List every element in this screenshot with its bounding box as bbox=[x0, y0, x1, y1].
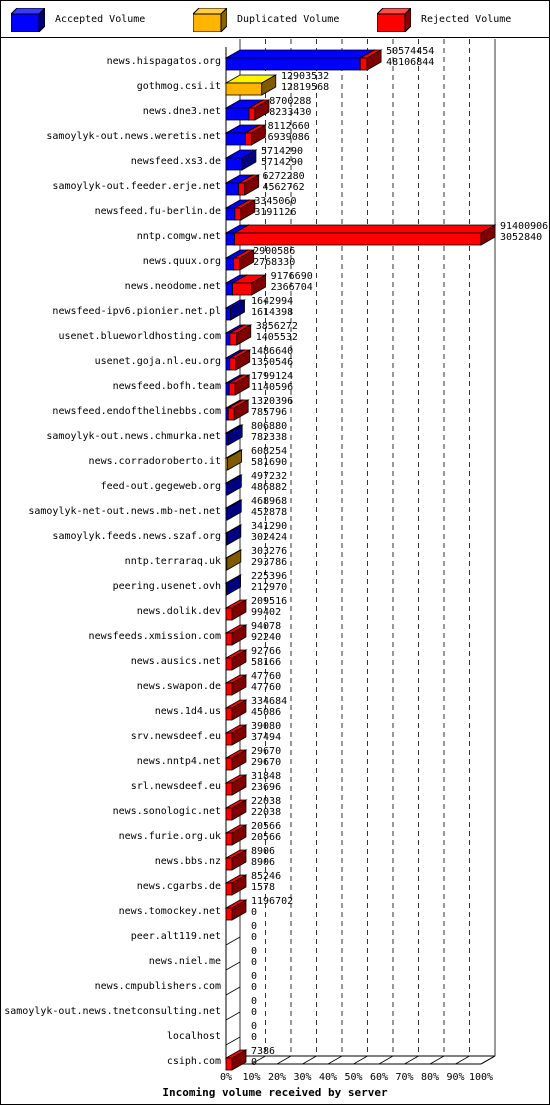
server-label: samoylyk.feeds.news.szaf.org bbox=[52, 531, 221, 542]
x-tick-mark bbox=[303, 1056, 317, 1064]
accepted-value-label: 0 bbox=[251, 957, 258, 968]
accepted-value-label: 12819568 bbox=[280, 82, 330, 93]
server-label: news.furie.org.uk bbox=[118, 831, 221, 842]
x-tick-mark bbox=[354, 1056, 368, 1064]
accepted-bar-top bbox=[226, 50, 374, 58]
rejected-bar bbox=[245, 133, 251, 145]
rejected-bar bbox=[239, 183, 245, 195]
offered-value-label: 0 bbox=[251, 971, 258, 982]
offered-value-label: 225396 bbox=[251, 571, 288, 582]
offered-value-label: 3345060 bbox=[254, 196, 297, 207]
x-tick-mark bbox=[430, 1056, 444, 1064]
server-label: srl.newsdeef.eu bbox=[130, 781, 221, 792]
empty-bar bbox=[226, 1037, 240, 1045]
accepted-bar-side bbox=[227, 575, 241, 595]
server-label: newsfeeds.xmission.com bbox=[88, 631, 221, 642]
offered-value-label: 50574454 bbox=[386, 46, 435, 57]
accepted-value-label: 8906 bbox=[251, 857, 276, 868]
chart-title: Incoming volume received by server bbox=[162, 1086, 388, 1099]
accepted-bar-side bbox=[227, 525, 241, 545]
accepted-value-label: 23696 bbox=[251, 782, 282, 793]
accepted-bar bbox=[226, 383, 229, 395]
server-label: newsfeed.fu-berlin.de bbox=[94, 206, 221, 217]
accepted-bar bbox=[226, 258, 234, 270]
accepted-value-label: 47760 bbox=[251, 682, 282, 693]
accepted-bar bbox=[226, 283, 233, 295]
offered-value-label: 12903532 bbox=[280, 71, 330, 82]
offered-value-label: 39080 bbox=[251, 721, 282, 732]
rejected-bar bbox=[235, 208, 241, 220]
x-tick-label: 20% bbox=[267, 1072, 287, 1083]
offered-value-label: 1486640 bbox=[251, 346, 294, 357]
server-label: news.neodome.net bbox=[124, 281, 221, 292]
accepted-value-label: 0 bbox=[251, 1057, 258, 1068]
rejected-bar bbox=[226, 608, 232, 620]
offered-value-label: 8112660 bbox=[267, 121, 310, 132]
server-label: news.hispagatos.org bbox=[106, 56, 221, 67]
x-tick-label: 90% bbox=[446, 1072, 465, 1083]
accepted-bar bbox=[226, 333, 230, 345]
accepted-value-label: 0 bbox=[251, 907, 258, 918]
accepted-bar bbox=[226, 233, 235, 245]
accepted-value-label: 1350546 bbox=[251, 357, 294, 368]
offered-value-label: 1642994 bbox=[251, 296, 294, 307]
offered-value-label: 9176690 bbox=[270, 271, 313, 282]
bar-chart bbox=[1, 1, 549, 1085]
accepted-value-label: 0 bbox=[251, 932, 258, 943]
duplicated-bar bbox=[226, 83, 262, 95]
offered-value-label: 1196702 bbox=[251, 896, 294, 907]
rejected-bar bbox=[226, 708, 232, 720]
accepted-value-label: 785796 bbox=[251, 407, 288, 418]
accepted-value-label: 3191126 bbox=[254, 207, 297, 218]
accepted-value-label: 58166 bbox=[251, 657, 282, 668]
accepted-value-label: 0 bbox=[251, 982, 258, 993]
offered-value-label: 0 bbox=[251, 996, 258, 1007]
server-label: news.cmpublishers.com bbox=[94, 981, 221, 992]
accepted-value-label: 5714290 bbox=[260, 157, 304, 168]
server-label: samoylyk-out.news.chmurka.net bbox=[46, 431, 221, 442]
rejected-bar-top bbox=[235, 225, 495, 233]
offered-value-label: 47760 bbox=[251, 671, 282, 682]
server-label: samoylyk-out.feeder.erje.net bbox=[52, 181, 221, 192]
offered-value-label: 8906 bbox=[251, 846, 276, 857]
x-tick-mark bbox=[481, 1056, 495, 1064]
offered-value-label: 0 bbox=[251, 1021, 258, 1032]
server-label: gothmog.csi.it bbox=[136, 81, 221, 92]
x-tick-label: 70% bbox=[395, 1072, 414, 1083]
server-label: usenet.goja.nl.eu.org bbox=[94, 356, 221, 367]
accepted-value-label: 3052840 bbox=[500, 232, 543, 243]
rejected-bar bbox=[360, 58, 367, 70]
offered-value-label: 29670 bbox=[251, 746, 282, 757]
server-label: newsfeed.xs3.de bbox=[130, 156, 221, 167]
legend-label-rejected: Rejected Volume bbox=[421, 14, 512, 25]
legend-label-duplicated: Duplicated Volume bbox=[237, 14, 340, 25]
x-tick-mark bbox=[379, 1056, 393, 1064]
x-tick-label: 80% bbox=[420, 1072, 440, 1083]
offered-value-label: 5714290 bbox=[260, 146, 304, 157]
offered-value-label: 497232 bbox=[251, 471, 288, 482]
rejected-bar bbox=[226, 833, 232, 845]
offered-value-label: 20566 bbox=[251, 821, 282, 832]
accepted-bar bbox=[226, 308, 231, 320]
server-label: localhost bbox=[166, 1031, 221, 1042]
server-label: news.bbs.nz bbox=[154, 856, 221, 867]
duplicated-bar-side bbox=[227, 550, 241, 570]
accepted-value-label: 302424 bbox=[251, 532, 288, 543]
offered-value-label: 1320396 bbox=[251, 396, 294, 407]
server-label: news.1d4.us bbox=[154, 706, 221, 717]
rejected-bar bbox=[228, 408, 234, 420]
accepted-bar bbox=[226, 133, 245, 145]
server-label: news.ausics.net bbox=[130, 656, 221, 667]
rejected-bar bbox=[226, 658, 232, 670]
accepted-value-label: 48106844 bbox=[386, 57, 435, 68]
server-label: srv.newsdeef.eu bbox=[130, 731, 221, 742]
empty-bar bbox=[226, 962, 240, 970]
rejected-bar bbox=[226, 858, 232, 870]
accepted-value-label: 0 bbox=[251, 1032, 258, 1043]
offered-value-label: 85246 bbox=[251, 871, 282, 882]
accepted-value-label: 1140596 bbox=[251, 382, 294, 393]
x-tick-mark bbox=[277, 1056, 291, 1064]
offered-value-label: 94078 bbox=[251, 621, 282, 632]
x-tick-mark bbox=[328, 1056, 342, 1064]
rejected-bar bbox=[229, 383, 235, 395]
server-label: peer.alt119.net bbox=[130, 931, 221, 942]
server-label: nntp.comgw.net bbox=[136, 231, 221, 242]
server-label: news.sonologic.net bbox=[112, 806, 221, 817]
legend-label-accepted: Accepted Volume bbox=[55, 14, 146, 25]
offered-value-label: 0 bbox=[251, 946, 258, 957]
accepted-value-label: 486882 bbox=[251, 482, 288, 493]
offered-value-label: 303276 bbox=[251, 546, 288, 557]
rejected-bar bbox=[234, 258, 240, 270]
offered-value-label: 1799124 bbox=[251, 371, 294, 382]
accepted-value-label: 581690 bbox=[251, 457, 288, 468]
rejected-bar bbox=[226, 733, 232, 745]
offered-value-label: 806880 bbox=[251, 421, 288, 432]
server-label: news.dolik.dev bbox=[136, 606, 221, 617]
accepted-value-label: 20566 bbox=[251, 832, 282, 843]
offered-value-label: 22038 bbox=[251, 796, 282, 807]
server-label: samoylyk-out.news.tnetconsulting.net bbox=[4, 1006, 221, 1017]
accepted-value-label: 1578 bbox=[251, 882, 276, 893]
empty-bar bbox=[226, 987, 240, 995]
rejected-bar bbox=[226, 883, 232, 895]
accepted-bar bbox=[226, 108, 249, 120]
accepted-value-label: 0 bbox=[251, 1007, 258, 1018]
accepted-value-label: 37494 bbox=[251, 732, 282, 743]
rejected-bar bbox=[226, 683, 232, 695]
accepted-bar bbox=[226, 158, 242, 170]
server-label: news.nntp4.net bbox=[136, 756, 221, 767]
server-label: csiph.com bbox=[166, 1056, 221, 1067]
server-label: samoylyk-out.news.weretis.net bbox=[46, 131, 221, 142]
server-label: news.cgarbs.de bbox=[136, 881, 221, 892]
accepted-value-label: 293786 bbox=[251, 557, 288, 568]
offered-value-label: 7386 bbox=[251, 1046, 276, 1057]
accepted-value-label: 45086 bbox=[251, 707, 282, 718]
accepted-bar bbox=[226, 58, 360, 70]
rejected-bar bbox=[226, 783, 232, 795]
offered-value-label: 8700288 bbox=[269, 96, 312, 107]
server-label: news.swapon.de bbox=[136, 681, 221, 692]
x-tick-label: 50% bbox=[344, 1072, 363, 1083]
accepted-value-label: 2366704 bbox=[270, 282, 313, 293]
accepted-value-label: 6939086 bbox=[267, 132, 310, 143]
rejected-bar bbox=[230, 358, 236, 370]
x-tick-mark bbox=[456, 1056, 470, 1064]
accepted-value-label: 4562762 bbox=[262, 182, 305, 193]
offered-value-label: 209516 bbox=[251, 596, 288, 607]
server-label: newsfeed-ipv6.pionier.net.pl bbox=[52, 306, 221, 317]
accepted-value-label: 452878 bbox=[251, 507, 288, 518]
rejected-bar bbox=[226, 808, 232, 820]
server-label: samoylyk-net-out.news.mb-net.net bbox=[28, 506, 221, 517]
offered-value-label: 2900586 bbox=[253, 246, 296, 257]
offered-value-label: 0 bbox=[251, 921, 258, 932]
offered-value-label: 341290 bbox=[251, 521, 288, 532]
server-label: newsfeed.bofh.team bbox=[112, 381, 221, 392]
offered-value-label: 334684 bbox=[251, 696, 288, 707]
x-tick-mark bbox=[405, 1056, 419, 1064]
accepted-value-label: 1405532 bbox=[255, 332, 298, 343]
rejected-bar bbox=[249, 108, 255, 120]
accepted-value-label: 2768330 bbox=[253, 257, 296, 268]
x-tick-label: 60% bbox=[369, 1072, 389, 1083]
empty-bar bbox=[226, 937, 240, 945]
accepted-value-label: 99402 bbox=[251, 607, 282, 618]
server-label: nntp.terraraq.uk bbox=[124, 556, 221, 567]
accepted-bar bbox=[226, 208, 235, 220]
offered-value-label: 468968 bbox=[251, 496, 288, 507]
offered-value-label: 91400906 bbox=[500, 221, 549, 232]
x-tick-label: 0% bbox=[219, 1072, 233, 1083]
accepted-value-label: 22038 bbox=[251, 807, 282, 818]
server-label: usenet.blueworldhosting.com bbox=[58, 331, 221, 342]
rejected-bar bbox=[226, 1058, 232, 1070]
offered-value-label: 608254 bbox=[251, 446, 288, 457]
rejected-bar bbox=[233, 283, 252, 295]
server-label: news.corradoroberto.it bbox=[88, 456, 221, 467]
x-tick-label: 40% bbox=[318, 1072, 338, 1083]
accepted-value-label: 92240 bbox=[251, 632, 282, 643]
accepted-value-label: 782338 bbox=[251, 432, 288, 443]
server-label: peering.usenet.ovh bbox=[112, 581, 221, 592]
server-label: news.quux.org bbox=[142, 256, 221, 267]
server-label: news.dne3.net bbox=[142, 106, 221, 117]
rejected-bar bbox=[226, 633, 232, 645]
server-label: news.tomockey.net bbox=[118, 906, 221, 917]
accepted-bar bbox=[226, 183, 239, 195]
server-label: feed-out.gegeweb.org bbox=[100, 481, 221, 492]
accepted-value-label: 1614398 bbox=[251, 307, 294, 318]
server-label: newsfeed.endofthelinebbs.com bbox=[52, 406, 221, 417]
x-tick-label: 10% bbox=[242, 1072, 261, 1083]
empty-bar bbox=[226, 1012, 240, 1020]
accepted-bar bbox=[226, 358, 230, 370]
offered-value-label: 31848 bbox=[251, 771, 282, 782]
offered-value-label: 3856272 bbox=[255, 321, 298, 332]
x-tick-label: 30% bbox=[293, 1072, 312, 1083]
server-label: news.niel.me bbox=[148, 956, 221, 967]
rejected-bar bbox=[230, 333, 237, 345]
accepted-value-label: 29670 bbox=[251, 757, 282, 768]
rejected-bar bbox=[235, 233, 481, 245]
offered-value-label: 92766 bbox=[251, 646, 282, 657]
x-tick-label: 100% bbox=[468, 1072, 494, 1083]
accepted-value-label: 8233430 bbox=[269, 107, 312, 118]
rejected-bar bbox=[226, 758, 232, 770]
accepted-value-label: 212970 bbox=[251, 582, 288, 593]
rejected-bar bbox=[226, 908, 232, 920]
offered-value-label: 6272280 bbox=[262, 171, 305, 182]
